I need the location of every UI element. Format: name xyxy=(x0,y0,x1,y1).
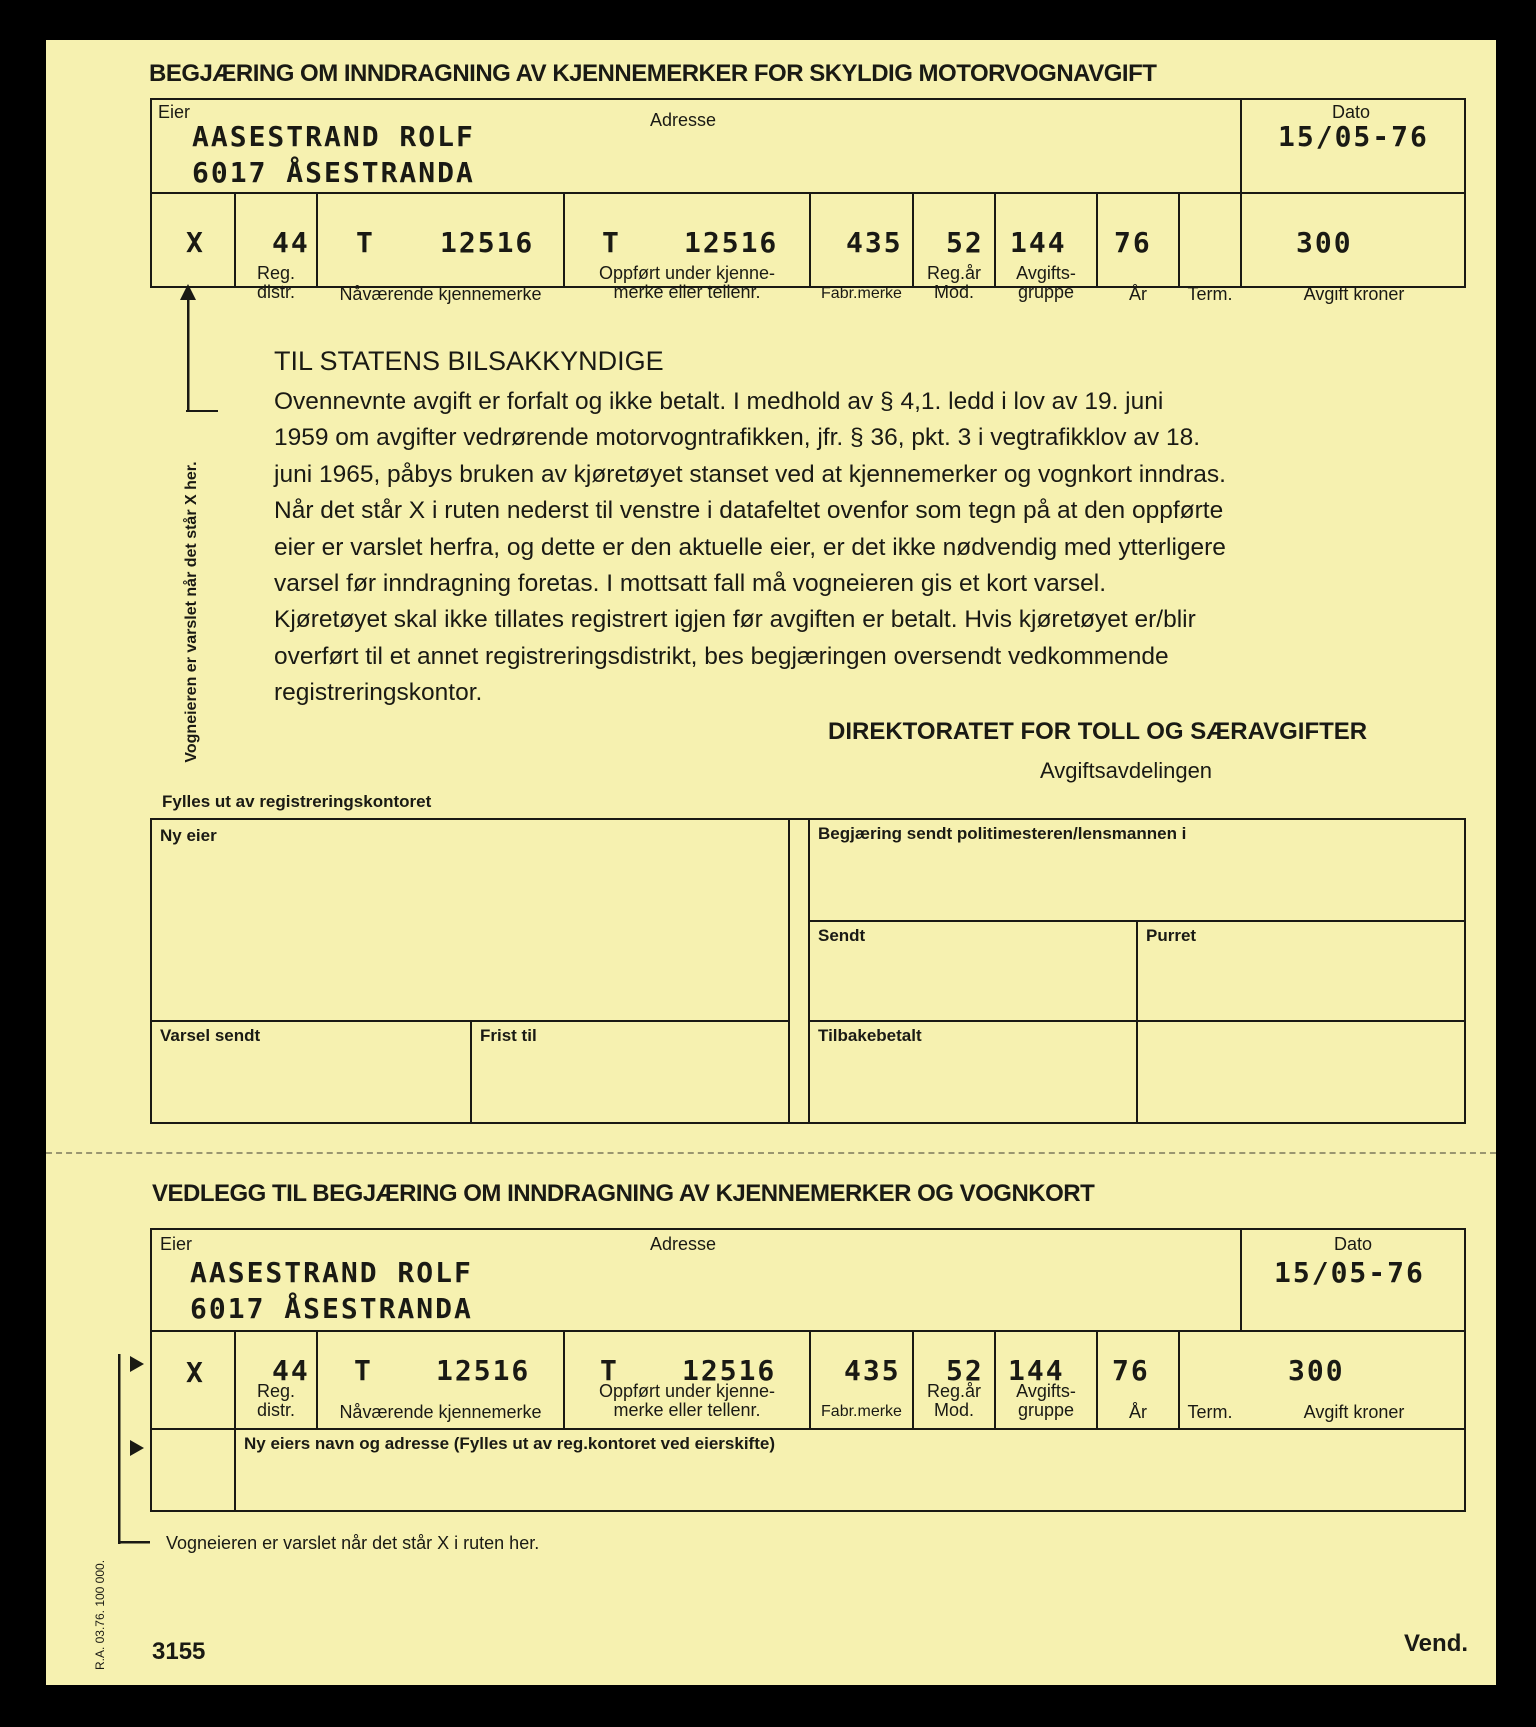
bottom-reg-distr-label: Reg. distr. xyxy=(256,1381,296,1420)
bottom-owner-label: Eier xyxy=(160,1234,193,1254)
bottom-owner-address: 6017 ÅSESTRANDA xyxy=(190,1292,473,1325)
current-plate-prefix: T xyxy=(356,226,375,259)
fee-group-label: Avgifts- gruppe xyxy=(1016,263,1076,302)
bottom-fee-group-label: Avgifts- gruppe xyxy=(1016,1381,1076,1420)
side-note-container xyxy=(178,412,206,812)
perforation-line xyxy=(46,1152,1496,1154)
reg-distr-label: Reg. distr. xyxy=(256,263,296,302)
make-value: 435 xyxy=(846,226,903,259)
bottom-make-label: Fabr.merke xyxy=(821,1403,902,1420)
bottom-current-plate-label: Nåværende kjennemerke xyxy=(339,1402,542,1422)
attachment-title: VEDLEGG TIL BEGJÆRING OM INNDRAGNING AV KJENNEMERKER OG VOGNKORT xyxy=(152,1180,1095,1207)
new-owner-label: Ny eier xyxy=(160,826,217,845)
year-value: 76 xyxy=(1114,226,1152,259)
bottom-owner-name: AASESTRAND ROLF xyxy=(190,1256,473,1289)
form-number: 3155 xyxy=(152,1638,206,1665)
print-code: R.A. 03.76. 100 000. xyxy=(93,1559,107,1671)
date-value: 15/05-76 xyxy=(1278,120,1429,153)
bottom-address-label: Adresse xyxy=(650,1234,717,1254)
reg-year-value: 52 xyxy=(946,226,984,259)
bottom-term-label: Term. xyxy=(1187,1402,1233,1422)
owner-name: AASESTRAND ROLF xyxy=(192,120,475,153)
year-label: År xyxy=(1129,284,1147,304)
request-sent-label: Begjæring sendt politimesteren/lensmannen i xyxy=(818,824,1187,843)
owner-address: 6017 ÅSESTRANDA xyxy=(192,156,475,189)
paid-back-label: Tilbakebetalt xyxy=(818,1026,922,1045)
reg-year-label: Reg.år Mod. xyxy=(926,263,982,302)
fee-group-value: 144 xyxy=(1010,226,1067,259)
bottom-new-owner-label: Ny eiers navn og adresse (Fylles ut av reg.kontoret ved eierskifte) xyxy=(244,1434,775,1453)
reminded-label: Purret xyxy=(1146,926,1197,945)
current-plate-value: 12516 xyxy=(440,226,535,259)
bottom-amount-value: 300 xyxy=(1288,1354,1345,1387)
bottom-year-label: År xyxy=(1129,1402,1147,1422)
listed-plate-prefix: T xyxy=(602,226,621,259)
side-note: Vogneieren er varslet når det står X her. xyxy=(183,461,200,763)
bottom-year-value: 76 xyxy=(1112,1354,1150,1387)
bottom-reg-distr-value: 44 xyxy=(272,1354,310,1387)
authority-name: DIREKTORATET FOR TOLL OG SÆRAVGIFTER xyxy=(828,718,1368,745)
bottom-current-plate-prefix: T xyxy=(354,1354,373,1387)
bottom-make-value: 435 xyxy=(844,1354,901,1387)
make-label: Fabr.merke xyxy=(821,285,902,302)
bracket-arrow-icon xyxy=(112,1352,152,1552)
amount-label: Avgift kroner xyxy=(1303,284,1405,304)
date-label: Dato xyxy=(1332,102,1371,122)
turn-over-label: Vend. xyxy=(1404,1630,1469,1657)
address-label: Adresse xyxy=(650,110,717,130)
registry-heading: Fylles ut av registreringskontoret xyxy=(162,792,432,811)
notified-mark: X xyxy=(186,226,205,259)
bottom-listed-plate-prefix: T xyxy=(600,1354,619,1387)
addressee: TIL STATENS BILSAKKYNDIGE xyxy=(274,346,664,376)
notice-body: Ovennevnte avgift er forfalt og ikke betalt. I medhold av § 4,1. ledd i lov av 19. juni 1959 om avgifter vedrørende motorvogntrafikken, jfr. § 36, pkt. 3 i vegtrafikklov av 18. juni 1965, påbys bruken av kjøretøyet stanset ved at kjennemerker og vognkort inndras. Når det står X i ruten nederst til venstre i datafeltet ovenfor som tegn på at den oppførte eier er varslet herfra, og dette er den aktuelle eier, er det ikke nødvendig med ytterligere varsel før inndragning foretas. I mottsatt fall må vogneieren gis et kort varsel. Kjøretøyet skal ikke tillates registrert igjen før avgiften er betalt. Hvis kjøretøyet er/blir overført til et annet registreringsdistrikt, bes begjæringen oversendt vedkommende registreringskontor. xyxy=(274,388,1226,707)
bottom-reg-year-value: 52 xyxy=(946,1354,984,1387)
deadline-label: Frist til xyxy=(480,1026,537,1045)
department-name: Avgiftsavdelingen xyxy=(1040,758,1213,783)
bottom-notified-mark: X xyxy=(186,1356,205,1389)
up-arrow-icon xyxy=(176,282,200,412)
bottom-date-label: Dato xyxy=(1334,1234,1373,1254)
listed-plate-value: 12516 xyxy=(684,226,779,259)
notice-sent-label: Varsel sendt xyxy=(160,1026,261,1045)
sent-label: Sendt xyxy=(818,926,866,945)
reg-distr-value: 44 xyxy=(272,226,310,259)
owner-label: Eier xyxy=(158,102,191,122)
form-sheet xyxy=(46,40,1496,1685)
bottom-current-plate-value: 12516 xyxy=(436,1354,531,1387)
listed-plate-label: Oppført under kjenne- merke eller tellenr. xyxy=(598,263,776,302)
term-label: Term. xyxy=(1187,284,1233,304)
bottom-amount-label: Avgift kroner xyxy=(1303,1402,1405,1422)
form-title: BEGJÆRING OM INNDRAGNING AV KJENNEMERKER FOR SKYLDIG MOTORVOGNAVGIFT xyxy=(149,60,1157,87)
bottom-note: Vogneieren er varslet når det står X i ruten her. xyxy=(166,1533,540,1553)
bottom-date-value: 15/05-76 xyxy=(1274,1256,1425,1289)
bottom-listed-plate-value: 12516 xyxy=(682,1354,777,1387)
print-code-container xyxy=(80,1540,120,1690)
amount-value: 300 xyxy=(1296,226,1353,259)
bottom-listed-plate-label: Oppført under kjenne- merke eller tellenr. xyxy=(598,1381,776,1420)
bottom-reg-year-label: Reg.år Mod. xyxy=(926,1381,982,1420)
current-plate-label: Nåværende kjennemerke xyxy=(339,284,542,304)
bottom-fee-group-value: 144 xyxy=(1008,1354,1065,1387)
